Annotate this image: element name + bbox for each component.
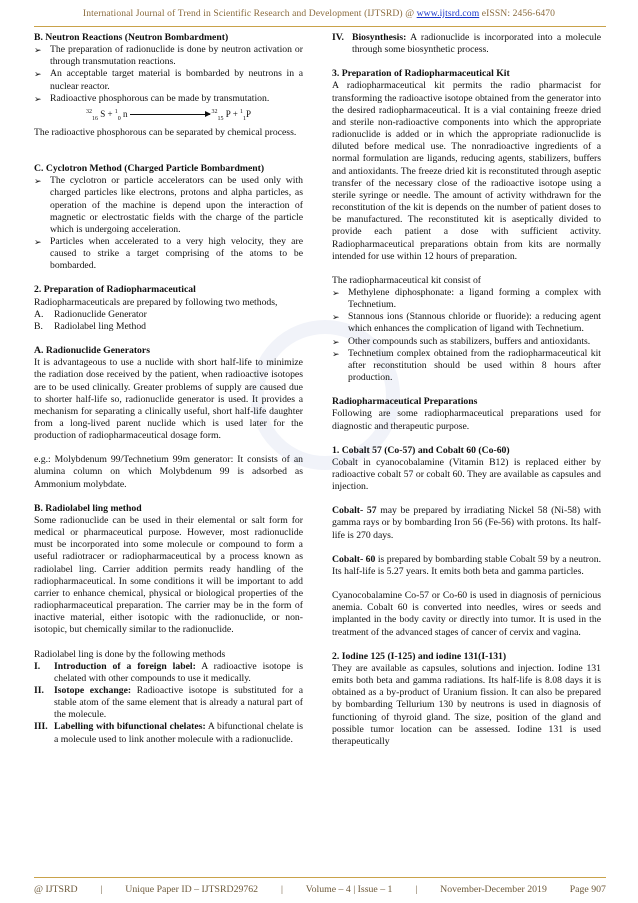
arrow-bullet-icon: ➢ — [34, 176, 42, 187]
section-heading-kit: 3. Preparation of Radiopharmaceutical Kit — [332, 68, 510, 80]
list-item: A. Radionuclide Generator — [34, 308, 147, 320]
footer-divider — [34, 877, 606, 878]
footer-date: November-December 2019 — [440, 884, 547, 895]
transmutation-equation: $^{32}_{16}$ S + $^1_0$ n $^{32}_{15}$ P + $^1_1$P — [85, 108, 252, 122]
paragraph: A radiopharmaceutical kit permits the radio pharmacist for transforming the radioactive isotope obtained from the generator into the desired radiopharmaceutical. It is a vial containing freeze dried and sterile non-radioactive components into which the appropriate radionuclide is added or in which the appropriate radionuclide is diluted before medical use. The nonradioactive ingredients of a normal formulation are ligands, reducing agents, stabilizers, buffers and antioxidants. The freeze dried kit is reconstituted through aseptic transfer of the necessary close of the radioactive isotope using a sterile syringe or needle. The amount of activity withdrawn for the reconstitution of the kit is depends on the number of patient doses to be manufactured. The reconstituted kit is aseptically divided to provide each patient a dose with sufficient activity. Radiopharmaceutical preparations obtain from kits are normally intended for use within 12 hours of preparation. — [332, 80, 601, 262]
running-footer — [34, 884, 606, 895]
section-heading-preparations: Radiopharmaceutical Preparations — [332, 396, 478, 408]
footer-separator: | — [415, 884, 418, 895]
section-heading-iodine: 2. Iodine 125 (I-125) and iodine 131(I-131) — [332, 650, 507, 662]
footer-page-number: Page 907 — [569, 884, 606, 895]
arrow-bullet-icon: ➢ — [34, 69, 42, 80]
list-item: ➢ Methylene diphosphonate: a ligand forming a complex with Technetium. — [332, 286, 601, 311]
arrow-bullet-icon: ➢ — [34, 93, 42, 104]
arrow-bullet-icon: ➢ — [332, 312, 340, 323]
footer-paper-id: Unique Paper ID – IJTSRD29762 — [125, 884, 259, 895]
section-heading-cobalt: 1. Cobalt 57 (Co-57) and Cobalt 60 (Co-60) — [332, 444, 510, 456]
list-item: III. Labelling with bifunctional chelates: A bifunctional chelate is a molecule used to link another molecule with a radionuclide. — [34, 721, 304, 745]
list-item: I. Introduction of a foreign label: A radioactive isotope is chelated with other compounds to use it medically. — [34, 660, 303, 684]
journal-website-link[interactable]: www.ijtsrd.com — [416, 8, 480, 19]
right-column — [332, 32, 601, 748]
running-header — [0, 8, 638, 19]
list-item: ➢ Technetium complex obtained from the radiopharmaceutical kit after reconstitution should be used within 8 hours after production. — [332, 347, 601, 384]
section-heading-radionuclide-generators: A. Radionuclide Generators — [34, 345, 150, 357]
paragraph: Radiopharmaceuticals are prepared by following two methods, — [34, 296, 278, 308]
arrow-bullet-icon: ➢ — [332, 336, 340, 347]
journal-name: International Journal of Trend in Scientific Research and Development (IJTSRD) @ — [82, 8, 415, 19]
section-heading-cyclotron-method: C. Cyclotron Method (Charged Particle Bombardment) — [34, 163, 265, 175]
paragraph: e.g.: Molybdenum 99/Technetium 99m generator: It consists of an alumina column on which Molybdenum 99 is adsorbed as Ammonium molybdate. — [34, 454, 303, 490]
list-item: ➢ The cyclotron or particle accelerators can be used only with charged particles like electrons, protons and alpha particles, as operation of the machine is depend upon the interaction of magnetic or electrostatic fields with the charge of the particle which is undergoing acceleration. — [34, 175, 303, 235]
list-item: ➢ The preparation of radionuclide is done by neutron activation or through transmutation reactions. — [34, 44, 303, 68]
left-column — [34, 32, 303, 746]
reaction-arrow-icon — [130, 114, 210, 115]
paragraph: Cobalt- 57 may be prepared by irradiating Nickel 58 (Ni-58) with gamma rays or by bombarding Iron 56 (Fe-56) with protons. Its half-life is 270 days. — [332, 505, 601, 541]
journal-issn: eISSN: 2456-6470 — [481, 8, 556, 19]
section-heading-preparation: 2. Preparation of Radiopharmaceutical — [34, 284, 196, 296]
footer-separator: | — [280, 884, 283, 895]
arrow-bullet-icon: ➢ — [34, 236, 42, 247]
list-item: ➢ An acceptable target material is bombarded by neutrons in a nuclear reactor. — [34, 68, 303, 92]
paragraph: They are available as capsules, solutions and injection. Iodine 131 emits both beta and gamma radiations. Its half-life is 8.08 days it is obtained as a by-product of Uranium fission. It can also be prepared by bombarding Tellurium 130 by neutrons is used in diagnosis of functioning of thyroid gland. The size, position of the gland and possible tumor location can be assessed. Iodine 131 is used therapeutically — [332, 662, 601, 747]
paragraph: Cobalt- 60 is prepared by bombarding stable Cobalt 59 by a neutron. Its half-life is 5.27 years. It emits both beta and gamma particles. — [332, 553, 601, 577]
paragraph: Following are some radiopharmaceutical preparations used for diagnostic and therapeutic purpose. — [332, 408, 601, 432]
list-item: IV. Biosynthesis: A radionuclide is incorporated into a molecule through some biosynthetic process. — [332, 32, 601, 56]
footer-separator: | — [100, 884, 103, 895]
paragraph: Cobalt in cyanocobalamine (Vitamin B12) is replaced either by radioactive cobalt 57 or cobalt 60. They are available as capsules and injection. — [332, 456, 601, 493]
header-divider — [34, 26, 606, 27]
paragraph: Cyanocobalamine Co-57 or Co-60 is used in diagnosis of pernicious anemia. Cobalt 60 is converted into needles, wires or seeds and implanted in the body cavity or directly into tumor. It is used in the treatment of the advanced stages of cancer of cervix and vagina. — [332, 590, 601, 638]
footer-volume: Volume – 4 | Issue – 1 — [305, 884, 393, 895]
list-item: ➢ Radioactive phosphorous can be made by transmutation. — [34, 92, 270, 104]
arrow-bullet-icon: ➢ — [332, 348, 340, 359]
list-item: II. Isotope exchange: Radioactive isotope is substituted for a stable atom of the same element that is already a natural part of the molecule. — [34, 684, 303, 721]
arrow-bullet-icon: ➢ — [34, 45, 42, 56]
section-heading-neutron-reactions: B. Neutron Reactions (Neutron Bombardment) — [34, 32, 229, 43]
section-heading-radiolabelling: B. Radiolabel ling method — [34, 502, 142, 514]
list-item: ➢ Other compounds such as stabilizers, buffers and antioxidants. — [332, 335, 591, 347]
paragraph: The radiopharmaceutical kit consist of — [332, 274, 482, 286]
paragraph: The radioactive phosphorous can be separated by chemical process. — [34, 126, 297, 138]
list-item: ➢ Particles when accelerated to a very high velocity, they are caused to strike a target comprising of the atoms to be bombarded. — [34, 235, 303, 272]
arrow-bullet-icon: ➢ — [332, 287, 340, 298]
paragraph: Radiolabel ling is done by the following methods — [34, 648, 226, 660]
list-item: ➢ Stannous ions (Stannous chloride or fluoride): a reducing agent which enhances the complication of ligand with Technetium. — [332, 311, 601, 335]
list-item: B. Radiolabel ling Method — [34, 320, 147, 332]
footer-handle: @ IJTSRD — [34, 884, 78, 895]
paragraph: It is advantageous to use a nuclide with short half-life to minimize the radiation dose received by the patient, when radioactive isotopes are to be used clinically. Greater problems of supply are caused due to shorter half-life so, radionuclide generator is used. It provides a mechanism for separating a clinically useful, short half-life daughter from a long-lived parent nuclide which is used later for the production of radiopharmaceutical dosage form. — [34, 357, 303, 442]
paragraph: Some radionuclide can be used in their elemental or salt form for medical or pharmaceutical purpose. However, most radionuclide must be incorporated into some molecule or compound to form a useful radiotracer or radiopharmaceutical by a process known as radiolabel ling. Carrier addition permits ready handling of the radiopharmaceutical. In some conditions it will be important to add carrier to enhance chemical, physical or biological properties of the radiopharmaceutical preparation. The carrier may be in the form of inactive material, either isotopic with the radionuclide, or non-isotopic, but chemically similar to the radionuclide. — [34, 514, 303, 636]
